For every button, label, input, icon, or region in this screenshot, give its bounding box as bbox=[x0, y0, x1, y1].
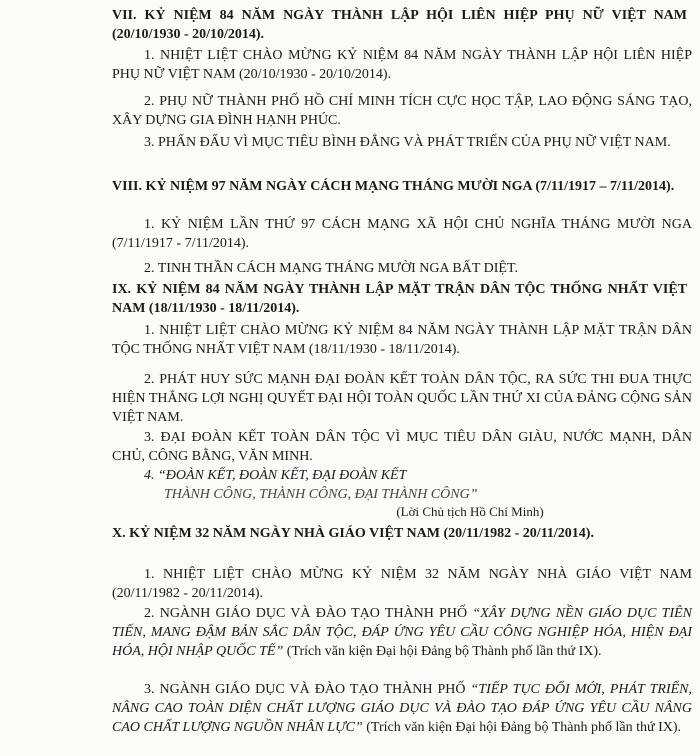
section-x-item-2 bbox=[112, 604, 692, 661]
section-x-item-3-suffix: (Trích văn kiện Đại hội Đảng bộ Thành phố lần thứ IX). bbox=[362, 720, 682, 735]
section-x-item-3 bbox=[112, 680, 692, 737]
quote-line-2: THÀNH CÔNG, THÀNH CÔNG, ĐẠI THÀNH CÔNG” bbox=[164, 487, 478, 502]
section-x-item-2-quote: “XÂY DỰNG NỀN GIÁO DỤC TIÊN TIẾN, MANG ĐẬM BẢN SẮC DÂN TỘC, ĐÁP ỨNG YÊU CẦU CÔNG NGHIỆP HÓA, HIỆN ĐẠI HÓA, HỘI NHẬP QUỐC TẾ” bbox=[112, 606, 692, 659]
section-x-item-2-prefix: 2. NGÀNH GIÁO DỤC VÀ ĐÀO TẠO THÀNH PHỐ bbox=[144, 606, 473, 621]
section-vii-heading: VII. KỶ NIỆM 84 NĂM NGÀY THÀNH LẬP HỘI LIÊN HIỆP PHỤ NỮ VIỆT NAM (20/10/1930 - 20/10/2014). bbox=[112, 8, 687, 42]
section-x-heading: X. KỶ NIỆM 32 NĂM NGÀY NHÀ GIÁO VIỆT NAM (20/11/1982 - 20/11/2014). bbox=[112, 526, 594, 541]
section-vii-item-1: 1. NHIỆT LIỆT CHÀO MỪNG KỶ NIỆM 84 NĂM NGÀY THÀNH LẬP HỘI LIÊN HIỆP PHỤ NỮ VIỆT NAM (20/10/1930 - 20/10/2014). bbox=[112, 48, 692, 82]
section-ix-item-3: 3. ĐẠI ĐOÀN KẾT TOÀN DÂN TỘC VÌ MỤC TIÊU DÂN GIÀU, NƯỚC MẠNH, DÂN CHỦ, CÔNG BẰNG, VĂN MINH. bbox=[112, 430, 692, 464]
quote-source: (Lời Chủ tịch Hồ Chí Minh) bbox=[396, 504, 544, 519]
section-viii-item-1: 1. KỶ NIỆM LẦN THỨ 97 CÁCH MẠNG XÃ HỘI CHỦ NGHĨA THÁNG MƯỜI NGA (7/11/1917 - 7/11/2014). bbox=[112, 217, 692, 251]
section-ix-item-2: 2. PHÁT HUY SỨC MẠNH ĐẠI ĐOÀN KẾT TOÀN DÂN TỘC, RA SỨC THI ĐUA THỰC HIỆN THẮNG LỢI NGHỊ QUYẾT ĐẠI HỘI TOÀN QUỐC LẦN THỨ XI CỦA ĐẢNG CỘNG SẢN VIỆT NAM. bbox=[112, 372, 692, 425]
quote-line-1: 4. “ĐOÀN KẾT, ĐOÀN KẾT, ĐẠI ĐOÀN KẾT bbox=[144, 468, 407, 483]
section-viii-item-2: 2. TINH THẦN CÁCH MẠNG THÁNG MƯỜI NGA BẤT DIỆT. bbox=[144, 261, 518, 276]
section-viii-heading: VIII. KỶ NIỆM 97 NĂM NGÀY CÁCH MẠNG THÁNG MƯỜI NGA (7/11/1917 – 7/11/2014). bbox=[112, 179, 675, 194]
section-x-item-3-prefix: 3. NGÀNH GIÁO DỤC VÀ ĐÀO TẠO THÀNH PHỐ bbox=[144, 682, 471, 697]
section-vii-item-2: 2. PHỤ NỮ THÀNH PHỐ HỒ CHÍ MINH TÍCH CỰC HỌC TẬP, LAO ĐỘNG SÁNG TẠO, XÂY DỰNG GIA ĐÌNH HẠNH PHÚC. bbox=[112, 94, 692, 128]
section-ix-quote bbox=[144, 466, 684, 504]
section-x-item-2-suffix: (Trích văn kiện Đại hội Đảng bộ Thành phố lần thứ IX). bbox=[283, 644, 602, 659]
section-ix-heading: IX. KỶ NIỆM 84 NĂM NGÀY THÀNH LẬP MẶT TRẬN DÂN TỘC THỐNG NHẤT VIỆT NAM (18/11/1930 - 18/11/2014). bbox=[112, 282, 687, 316]
section-x-item-3-quote: “TIẾP TỤC ĐỔI MỚI, PHÁT TRIỂN, NÂNG CAO TOÀN DIỆN CHẤT LƯỢNG GIÁO DỤC VÀ ĐÀO TẠO ĐÁP ỨNG YÊU CẦU NÂNG CAO CHẤT LƯỢNG NGUỒN NHÂN LỰC” bbox=[112, 682, 692, 735]
section-ix-item-1: 1. NHIỆT LIỆT CHÀO MỪNG KỶ NIỆM 84 NĂM NGÀY THÀNH LẬP MẶT TRẬN DÂN TỘC THỐNG NHẤT VIỆT NAM (18/11/1930 - 18/11/2014). bbox=[112, 323, 692, 357]
section-vii-item-3: 3. PHẤN ĐẤU VÌ MỤC TIÊU BÌNH ĐẲNG VÀ PHÁT TRIỂN CỦA PHỤ NỮ VIỆT NAM. bbox=[144, 135, 671, 150]
section-x-item-1: 1. NHIỆT LIỆT CHÀO MỪNG KỶ NIỆM 32 NĂM NGÀY NHÀ GIÁO VIỆT NAM (20/11/1982 - 20/11/2014). bbox=[112, 567, 692, 601]
